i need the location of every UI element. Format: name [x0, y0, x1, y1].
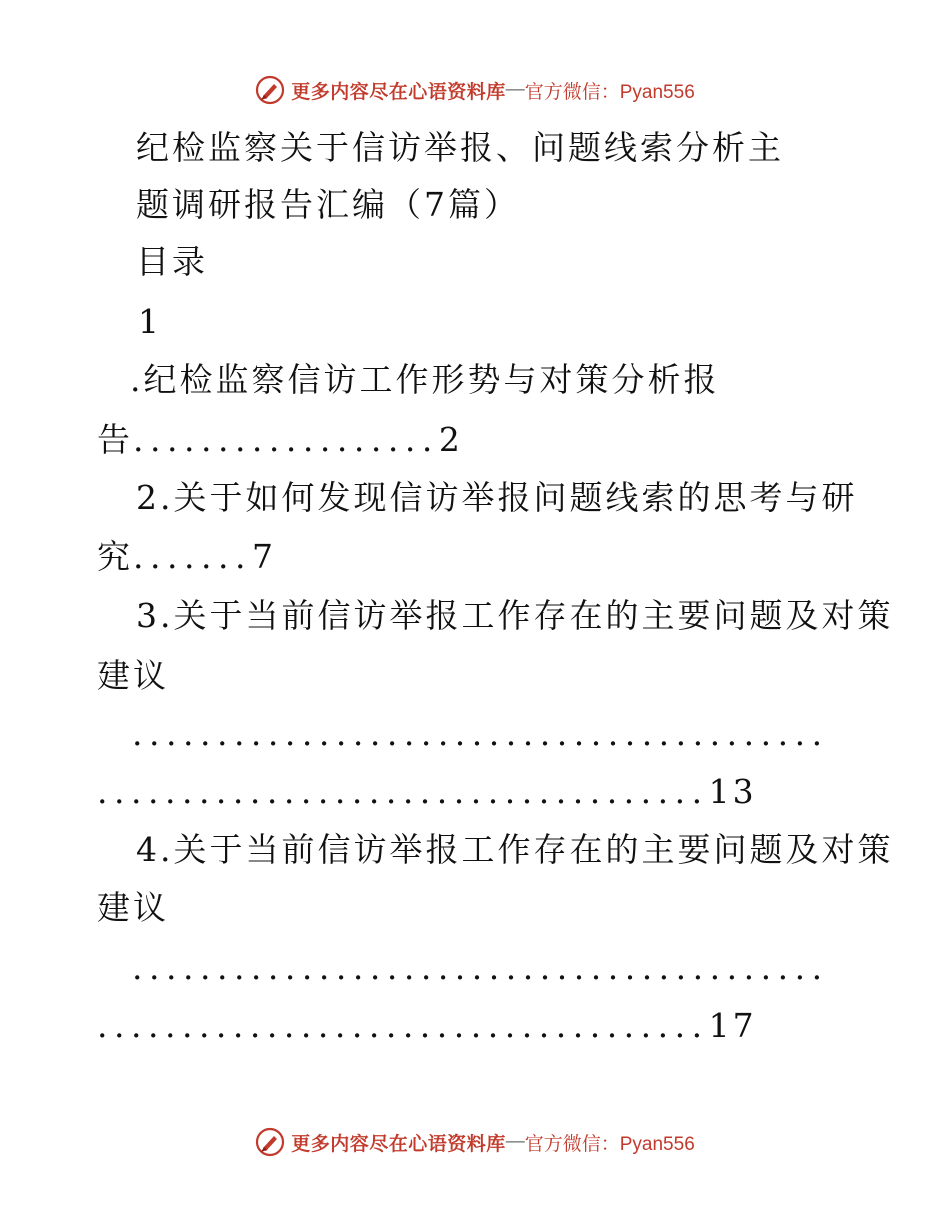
toc-entry-2-leader: .......: [133, 537, 252, 576]
toc-entry-4-leader-line: [97, 1006, 757, 1046]
watermark-text: 更多内容尽在心语资料库: [291, 80, 506, 103]
document-title-line-1: 纪检监察关于信访举报、问题线索分析主: [136, 128, 784, 167]
toc-entry-2-leader-line: [97, 537, 276, 577]
toc-entry-4-title: 4.关于当前信访举报工作存在的主要问题及对策: [136, 830, 894, 869]
watermark-dash: —: [505, 79, 525, 100]
pen-logo-icon: [255, 1127, 285, 1157]
toc-entry-1-page: 2: [438, 420, 463, 459]
toc-entry-2-page: 7: [251, 537, 276, 576]
toc-entry-4-title-end: 建议: [97, 888, 169, 927]
toc-entry-1-leader: ..................: [133, 420, 439, 459]
toc-entry-4-page: 17: [708, 1006, 757, 1045]
toc-entry-1-title-end: 告: [97, 420, 133, 459]
pen-logo-icon: [255, 75, 285, 105]
toc-entry-3-leader-2: ....................................: [97, 772, 709, 811]
watermark-account: 官方微信：Pyan556: [524, 81, 695, 103]
watermark-text: 更多内容尽在心语资料库: [291, 1132, 506, 1155]
toc-entry-3-title: 3.关于当前信访举报工作存在的主要问题及对策: [136, 596, 894, 635]
toc-entry-2-title-end: 究: [97, 537, 133, 576]
document-title-line-2: 题调研报告汇编（7篇）: [136, 185, 520, 224]
toc-heading: 目录: [136, 242, 208, 281]
toc-entry-3-leader-line: [97, 772, 757, 812]
watermark-account: 官方微信：Pyan556: [524, 1133, 695, 1155]
toc-entry-1-leader-line: [97, 420, 463, 460]
watermark-dash: —: [505, 1131, 525, 1152]
header-watermark: [0, 70, 950, 110]
toc-entry-4-leader-1: .........................................: [132, 948, 829, 987]
toc-entry-2-title: 2.关于如何发现信访举报问题线索的思考与研: [136, 478, 858, 517]
toc-entry-3-leader-1: .........................................: [132, 714, 829, 753]
toc-entry-1-title: .纪检监察信访工作形势与对策分析报: [130, 360, 720, 399]
toc-entry-3-title-end: 建议: [97, 656, 169, 695]
toc-entry-1-number: 1: [138, 302, 162, 341]
footer-watermark: [0, 1122, 950, 1162]
toc-entry-4-leader-2: ....................................: [97, 1006, 709, 1045]
toc-entry-3-page: 13: [708, 772, 757, 811]
